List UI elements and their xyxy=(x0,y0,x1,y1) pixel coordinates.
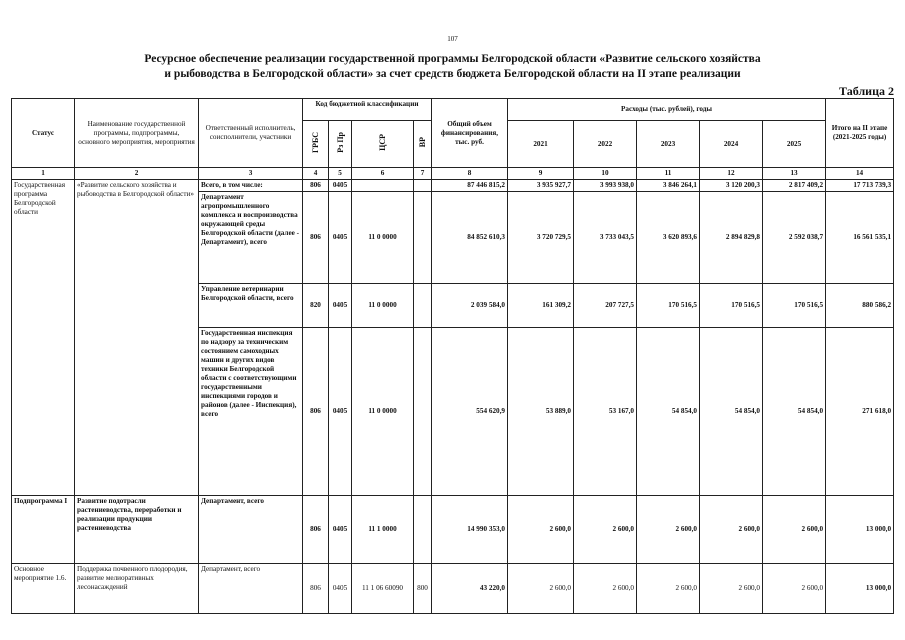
row-grbs: 806 xyxy=(303,192,329,284)
row-2025: 170 516,5 xyxy=(763,284,826,328)
row-itogo: 13 000,0 xyxy=(826,564,894,614)
table-row-subprogram-1 xyxy=(12,496,894,564)
row-csr: 11 0 0000 xyxy=(352,328,414,496)
row-2021: 53 889,0 xyxy=(508,328,574,496)
row-total: 2 039 584,0 xyxy=(432,284,508,328)
row-executor: Государственная инспекция по надзору за техническим состоянием самоходных машин и других видов техники Белгородской области с соответствующими государственными инспекциями городов и районов (далее - Инспекция), всего xyxy=(199,328,303,496)
column-number: 3 xyxy=(199,168,303,180)
column-number-row xyxy=(12,168,894,180)
row-grbs: 806 xyxy=(303,180,329,192)
row-csr: 11 0 0000 xyxy=(352,284,414,328)
row-2024: 170 516,5 xyxy=(700,284,763,328)
row-itogo: 880 586,2 xyxy=(826,284,894,328)
row-2025: 2 600,0 xyxy=(763,564,826,614)
row-2023: 3 846 264,1 xyxy=(637,180,700,192)
row-vr: 800 xyxy=(414,564,432,614)
document-title xyxy=(60,52,845,82)
row-2021: 3 935 927,7 xyxy=(508,180,574,192)
row-status: Основное мероприятие 1.6. xyxy=(12,564,75,614)
row-csr: 11 0 0000 xyxy=(352,192,414,284)
row-2021: 3 720 729,5 xyxy=(508,192,574,284)
row-total: 14 990 353,0 xyxy=(432,496,508,564)
table-caption: Таблица 2 xyxy=(839,84,894,98)
row-itogo: 13 000,0 xyxy=(826,496,894,564)
column-number: 14 xyxy=(826,168,894,180)
row-executor: Департамент, всего xyxy=(199,496,303,564)
col-header-grbs: ГРБС xyxy=(303,121,329,168)
column-number: 9 xyxy=(508,168,574,180)
col-header-year-2021: 2021 xyxy=(508,121,574,168)
row-2022: 2 600,0 xyxy=(574,496,637,564)
col-header-rzpr: Рз Пр xyxy=(329,121,352,168)
col-header-year-2023: 2023 xyxy=(637,121,700,168)
row-rzpr: 0405 xyxy=(329,180,352,192)
row-2024: 2 600,0 xyxy=(700,564,763,614)
row-vr xyxy=(414,180,432,192)
row-executor: Всего, в том числе: xyxy=(199,180,303,192)
row-2022: 2 600,0 xyxy=(574,564,637,614)
row-2022: 3 993 938,0 xyxy=(574,180,637,192)
column-number: 2 xyxy=(75,168,199,180)
column-number: 11 xyxy=(637,168,700,180)
column-number: 13 xyxy=(763,168,826,180)
row-rzpr: 0405 xyxy=(329,496,352,564)
column-number: 7 xyxy=(414,168,432,180)
col-header-year-2022: 2022 xyxy=(574,121,637,168)
row-2025: 2 817 409,2 xyxy=(763,180,826,192)
row-name: Развитие подотрасли растениеводства, переработки и реализации продукции растениеводства xyxy=(75,496,199,564)
row-grbs: 806 xyxy=(303,496,329,564)
row-csr xyxy=(352,180,414,192)
row-grbs: 806 xyxy=(303,328,329,496)
row-2024: 54 854,0 xyxy=(700,328,763,496)
row-2025: 2 600,0 xyxy=(763,496,826,564)
row-2022: 53 167,0 xyxy=(574,328,637,496)
row-grbs: 820 xyxy=(303,284,329,328)
page-number: 107 xyxy=(447,35,458,43)
col-header-csr: ЦСР xyxy=(352,121,414,168)
title-line-2: и рыбоводства в Белгородской области» за счет средств бюджета Белгородской области на II этапе реализации xyxy=(164,68,741,80)
row-2024: 2 894 829,8 xyxy=(700,192,763,284)
title-line-1: Ресурсное обеспечение реализации государственной программы Белгородской области «Развитие сельского хозяйства xyxy=(144,53,761,65)
row-total: 84 852 610,3 xyxy=(432,192,508,284)
row-vr xyxy=(414,284,432,328)
row-2023: 2 600,0 xyxy=(637,564,700,614)
row-total: 87 446 815,2 xyxy=(432,180,508,192)
column-number: 6 xyxy=(352,168,414,180)
row-2024: 3 120 200,3 xyxy=(700,180,763,192)
column-number: 4 xyxy=(303,168,329,180)
row-rzpr: 0405 xyxy=(329,328,352,496)
col-header-expenses: Расходы (тыс. рублей), годы xyxy=(508,99,826,121)
row-2023: 3 620 893,6 xyxy=(637,192,700,284)
row-2023: 2 600,0 xyxy=(637,496,700,564)
column-number: 1 xyxy=(12,168,75,180)
row-vr xyxy=(414,328,432,496)
row-2023: 54 854,0 xyxy=(637,328,700,496)
col-header-status: Статус xyxy=(12,99,75,168)
row-rzpr: 0405 xyxy=(329,192,352,284)
row-2024: 2 600,0 xyxy=(700,496,763,564)
row-total: 554 620,9 xyxy=(432,328,508,496)
col-header-executor: Ответственный исполнитель, соисполнители, участники xyxy=(199,99,303,168)
row-2022: 207 727,5 xyxy=(574,284,637,328)
row-status: Подпрограмма I xyxy=(12,496,75,564)
col-header-itogo: Итого на II этапе (2021-2025 годы) xyxy=(826,99,894,168)
table-row-program-total xyxy=(12,180,894,192)
row-status: Государственная программа Белгородской области xyxy=(12,180,75,496)
row-grbs: 806 xyxy=(303,564,329,614)
table-row-main-measure-1-6 xyxy=(12,564,894,614)
resource-table xyxy=(11,98,894,614)
row-itogo: 16 561 535,1 xyxy=(826,192,894,284)
row-itogo: 271 618,0 xyxy=(826,328,894,496)
row-2021: 161 309,2 xyxy=(508,284,574,328)
column-number: 12 xyxy=(700,168,763,180)
row-2023: 170 516,5 xyxy=(637,284,700,328)
row-name: Поддержка почвенного плодородия, развитие мелиоративных лесонасаждений xyxy=(75,564,199,614)
row-rzpr: 0405 xyxy=(329,284,352,328)
col-header-total: Общий объем финансирования, тыс. руб. xyxy=(432,99,508,168)
row-csr: 11 1 0000 xyxy=(352,496,414,564)
column-number: 8 xyxy=(432,168,508,180)
row-executor: Департамент, всего xyxy=(199,564,303,614)
row-csr: 11 1 06 60090 xyxy=(352,564,414,614)
col-header-name: Наименование государственной программы, подпрограммы, основного мероприятия, мероприятия xyxy=(75,99,199,168)
row-2025: 54 854,0 xyxy=(763,328,826,496)
column-number: 5 xyxy=(329,168,352,180)
row-2022: 3 733 043,5 xyxy=(574,192,637,284)
column-number: 10 xyxy=(574,168,637,180)
row-total: 43 220,0 xyxy=(432,564,508,614)
row-itogo: 17 713 739,3 xyxy=(826,180,894,192)
row-2021: 2 600,0 xyxy=(508,564,574,614)
col-header-budget-code: Код бюджетной классификации xyxy=(303,99,432,121)
col-header-vr: ВР xyxy=(414,121,432,168)
col-header-year-2025: 2025 xyxy=(763,121,826,168)
row-2021: 2 600,0 xyxy=(508,496,574,564)
row-rzpr: 0405 xyxy=(329,564,352,614)
row-executor: Департамент агропромышленного комплекса и воспроизводства окружающей среды Белгородской области (далее - Департамент), всего xyxy=(199,192,303,284)
row-vr xyxy=(414,496,432,564)
row-executor: Управление ветеринарии Белгородской области, всего xyxy=(199,284,303,328)
row-2025: 2 592 038,7 xyxy=(763,192,826,284)
row-vr xyxy=(414,192,432,284)
row-name: «Развитие сельского хозяйства и рыбоводства в Белгородской области» xyxy=(75,180,199,496)
col-header-year-2024: 2024 xyxy=(700,121,763,168)
